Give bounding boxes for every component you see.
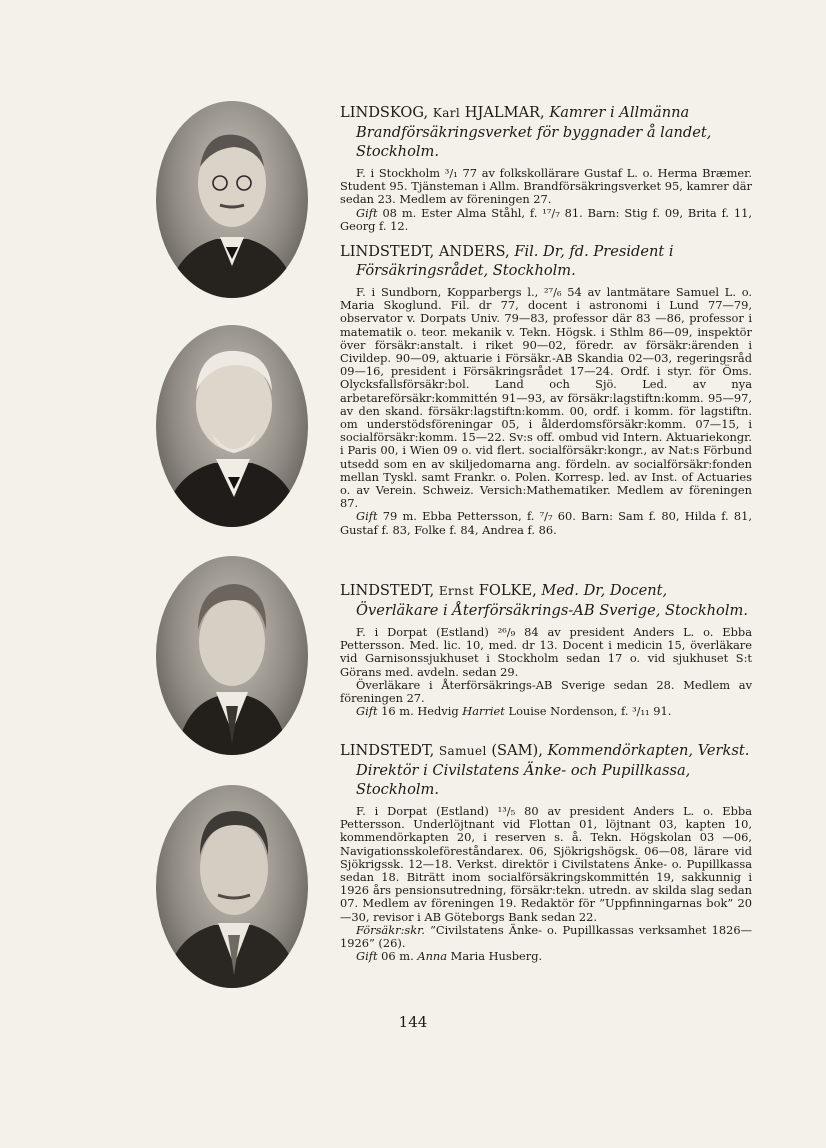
entry-surname: LINDSKOG, <box>340 104 429 121</box>
portrait-lindskog-figure <box>156 101 308 298</box>
marriage-label: Gift <box>356 509 378 524</box>
entry-name: (SAM), <box>491 742 543 759</box>
marriage-label: Gift <box>356 704 378 719</box>
marriage-label: Gift <box>356 205 378 220</box>
entry-surname: LINDSTEDT, <box>340 582 435 599</box>
entry-headline <box>340 103 752 161</box>
entry-headline <box>340 242 752 280</box>
marriage-text: 08 m. Ester Alma Ståhl, f. ¹⁷/₇ 81. Barn: Stig f. 09, Brita f. 11, Georg f. 12. <box>340 205 752 233</box>
marriage-text: Maria Husberg. <box>450 949 543 964</box>
portrait-lindstedt-samuel <box>156 785 308 988</box>
marriage-prefix: 06 m. <box>381 949 414 964</box>
entry-biography: F. i Dorpat (Estland) ¹³/₅ 80 av president Anders L. o. Ebba Pettersson. Underlöjtnant vid Flottan 01, löjtnant 03, kapten 10, kommendörkapten 20, i reserven s. å. Tekn. Högskolan 03 —06, Navigationsskoleföreståndarex. 06, Sjökrigshögsk. 06—08, lärare vid Sjökrigssk. 12—18. Verkst. direktör i Civilstatens Änke- o. Pupillkassa sedan 18. Biträtt inom socialförsäkringskommittén 19, sakkunnig i 1926 års pensionsutredning, försäkr:tekn. utredn. av skilda slag sedan 07. Medlem av föreningen 19. Redaktör för ”Uppfinningarnas bok” 20—30, revisor i AB Göteborgs Bank sedan 22. <box>340 804 752 924</box>
entry-marriage <box>340 950 752 963</box>
portrait-lindstedt-samuel-figure <box>156 785 308 988</box>
entry-lindskog-karl-hjalmar <box>340 103 752 233</box>
marriage-prefix: 16 m. Hedvig <box>381 704 459 719</box>
entry-publication <box>340 924 752 950</box>
marriage-spouse-callname: Harriet <box>462 704 505 719</box>
entry-name: HJALMAR, <box>464 104 545 121</box>
entry-first-name: Samuel <box>438 744 487 758</box>
entry-lindstedt-samuel <box>340 741 752 963</box>
portrait-lindstedt-anders-figure <box>156 325 308 527</box>
entry-headline <box>340 741 752 799</box>
entry-lindstedt-ernst-folke <box>340 581 752 718</box>
portrait-lindskog-karl-hjalmar <box>156 101 308 298</box>
entry-first-name: Karl <box>432 106 461 120</box>
marriage-text: Louise Nordenson, f. ³/₁₁ 91. <box>508 704 672 719</box>
entry-name: FOLKE, <box>478 582 537 599</box>
entry-biography: F. i Stockholm ³/₁ 77 av folkskollärare Gustaf L. o. Herma Bræmer. Student 95. Tjänsteman i Allm. Brandförsäkringsverket 95, kamrer där sedan 23. Medlem av föreningen 27. <box>340 166 752 207</box>
entry-headline <box>340 581 752 620</box>
entry-first-name: Ernst <box>438 584 475 598</box>
entry-title: Fil. Dr, fd. President i Försäkringsrådet, Stockholm. <box>356 243 674 279</box>
entry-biography-continued: Överläkare i Återförsäkrings-AB Sverige sedan 28. Medlem av föreningen 27. <box>340 677 752 706</box>
marriage-text: 79 m. Ebba Pettersson, f. ⁷/₇ 60. Barn: Sam f. 80, Hilda f. 81, Gustaf f. 83, Folke f. 84, Andrea f. 86. <box>340 509 752 537</box>
publication-label: Försäkr:skr. <box>356 922 425 937</box>
entry-marriage <box>340 705 752 718</box>
entry-biography: F. i Sundborn, Kopparbergs l., ²⁷/₆ 54 av lantmätare Samuel L. o. Maria Skoglund. Fil. dr 77, docent i astronomi i Lund 77—79, observator v. Dorpats Univ. 79—83, professor där 83 —86, professor i matematik o. teor. mekanik v. Tekn. Högsk. i Sthlm 86—09, inspektör över försäkr:anstalt. i riket 90—02, föredr. av försäkr:ärenden i Civildep. 90—09, aktuarie i Försäkr.-AB Skandia 02—03, regeringsråd 09—16, president i Försäkringsrådet 17—24. Ordf. i styr. för Öms. Olycksfallsförsäkr:bol. Land och Sjö. Led. av nya arbetareförsäkr:kommittén 91—93, av försäkr:lagstiftn:komm. 95—97, av den skand. försäkr:lagstiftn:komm. 00, ordf. i komm. för lagstiftn. om understödsföreningar 05, i ålderdomsförsäkr:komm. 07—15, i socialförsäkr:komm. 15—22. Sv:s off. ombud vid Intern. Aktuariekongr. i Paris 00, i Wien 09 o. vid flert. socialförsäkr:kongr., av Nat:s Förbund utsedd som en av skiljedomarna ang. fördeln. av socialförsäkr:fonden mellan Tyskl. samt Frankr. o. Polen. Korresp. led. av Inst. of Actuaries o. av Verein. Schweiz. Versich:Mathematiker. Medlem av föreningen 87. <box>340 285 752 511</box>
entry-title: Med. Dr, Docent, Överläkare i Återförsäkrings-AB Sverige, Stockholm. <box>356 582 748 619</box>
portrait-lindstedt-folke-figure <box>156 556 308 755</box>
entry-surname: LINDSTEDT, <box>340 243 435 260</box>
entry-title: Kommendörkapten, Verkst. Direktör i Civilstatens Änke- och Pupillkassa, Stockholm. <box>356 742 750 798</box>
portrait-lindstedt-ernst-folke <box>156 556 308 755</box>
entry-marriage <box>340 207 752 233</box>
publication-text: ”Civilstatens Änke- o. Pupillkassas verksamhet 1826—1926” (26). <box>340 922 752 951</box>
page-number: 144 <box>398 1013 428 1031</box>
entry-surname: LINDSTEDT, <box>340 742 435 759</box>
entry-marriage <box>340 510 752 536</box>
entry-biography: F. i Dorpat (Estland) ²⁶/₉ 84 av president Anders L. o. Ebba Pettersson. Med. lic. 10, med. dr 13. Docent i medicin 15, överläkare vid Garnisonssjukhuset i Stockholm sedan 17 o. vid sjukhuset S:t Görans med. avdeln. sedan 29. <box>340 625 752 679</box>
entry-lindstedt-anders <box>340 242 752 537</box>
entry-name: ANDERS, <box>438 243 510 260</box>
marriage-label: Gift <box>356 949 378 964</box>
marriage-spouse-callname: Anna <box>417 949 448 964</box>
entry-title: Kamrer i Allmänna Brandförsäkringsverket för byggnader å landet, Stockholm. <box>356 104 712 160</box>
portrait-lindstedt-anders <box>156 325 308 527</box>
